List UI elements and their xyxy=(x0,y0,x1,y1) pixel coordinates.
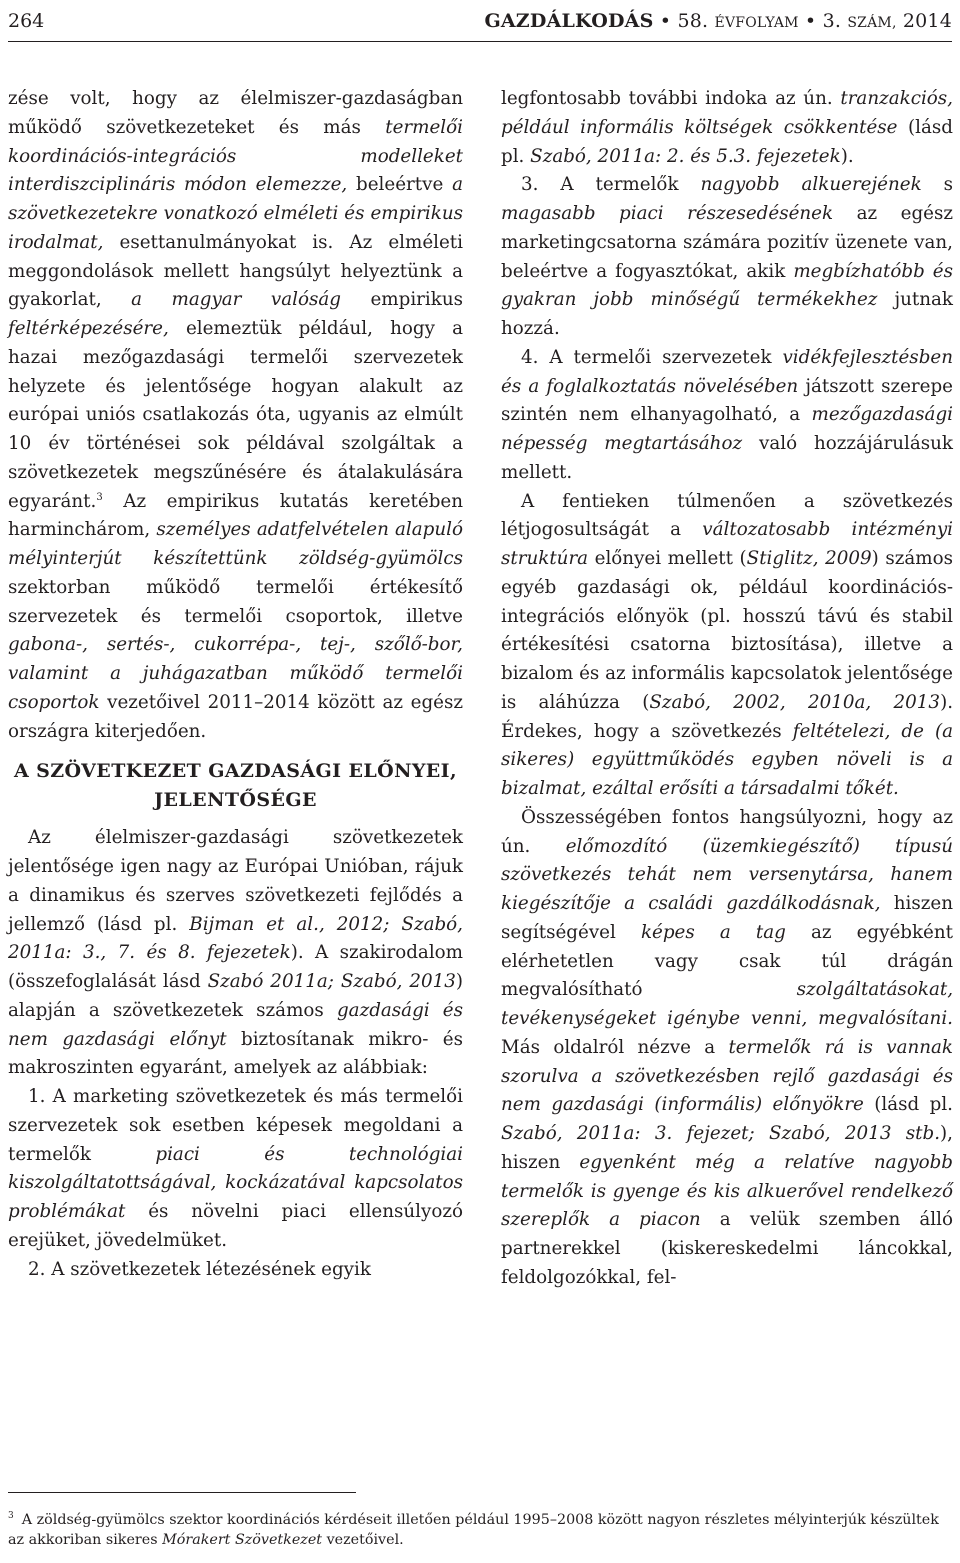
left-column xyxy=(8,85,463,1284)
year: 2014 xyxy=(902,10,952,32)
running-header xyxy=(8,6,952,36)
paragraph: zése volt, hogy az élelmiszer-gazdaságban működő szövetkezeteket és más termelői koordinációs-integrációs modelleket interdiszciplináris módon elemezze, beleértve a szövetkezetekre vonatkozó elméleti és empirikus irodalmat, esettanulmányokat is. Az elméleti meggondolások mellett hangsúlyt helyeztünk a gyakorlat, a magyar valóság empirikus feltérképezésére, elemeztük például, hogy a hazai mezőgazdasági termelői szervezetek helyzete és jelentősége hogyan alakult az európai uniós csatlakozás óta, ugyanis az elmúlt 10 év történései sok példával szolgáltak a szövetkezetek megszűnésére és átalakulására egyaránt.$^3$ Az empirikus kutatás keretében harminchárom, személyes adatfelvételen alapuló mélyinterjút készítettünk zöldség-gyümölcs szektorban működő termelői értékesítő szervezetek és termelői csoportok, illetve gabona-, sertés-, cukorrépa-, tej-, szőlő-bor, valamint a juhágazatban működő termelői csoportok vezetőivel 2011–2014 között az egész országra kiterjedően. xyxy=(8,88,463,742)
section-heading: A SZÖVETKEZET GAZDASÁGI ELŐNYEI, JELENTŐSÉGE xyxy=(14,760,457,812)
header-bullet: • xyxy=(659,10,672,32)
header-bullet: • xyxy=(804,10,817,32)
right-column xyxy=(501,85,953,1293)
footnote-reference: 3 xyxy=(96,491,103,503)
footnote-number: 3 xyxy=(8,1511,14,1522)
issue-number: 3. xyxy=(822,10,842,32)
header-rule xyxy=(8,41,952,42)
paragraph: Az élelmiszer-gazdasági szövetkezetek jelentősége igen nagy az Európai Unióban, rájuk a dinamikus és szerves szövetkezeti fejlődés a jellemző (lásd pl. Bijman et al., 2012; Szabó, 2011a: 3., 7. és 8. fejezetek). A szakirodalom (összefoglalását lásd Szabó 2011a; Szabó, 2013) alapján a szövetkezetek számos gazdasági és nem gazdasági előnyt biztosítanak mikro- és makroszinten egyaránt, amelyek az alábbiak: xyxy=(8,827,464,1079)
journal-name: GAZDÁLKODÁS xyxy=(484,10,654,32)
footnote-rule xyxy=(8,1492,356,1493)
issue-label: SZÁM, xyxy=(847,15,897,31)
paragraph: Összességében fontos hangsúlyozni, hogy az ún. előmozdító (üzemkiegészítő) típusú szövetkezés tehát nem versenytársa, hanem kiegészítője a családi gazdálkodásnak, hiszen segítségével képes a tag az egyébként elérhetetlen vagy csak túl drágán megvalósítható szolgáltatásokat, tevékenységeket igénybe venni, megvalósítani. Más oldalról nézve a termelők rá is vannak szorulva a szövetkezésben rejlő gazdasági és nem gazdasági (informális) előnyökre (lásd pl. Szabó, 2011a: 3. fejezet; Szabó, 2013 stb.), hiszen egyenként még a relatíve nagyobb termelők is gyenge és kis alkuerővel rendelkező szereplők a piacon a velük szemben álló partnerekkel (kiskereskedelmi láncokkal, feldolgozókkal, fel- xyxy=(501,806,954,1288)
list-item: 2. A szövetkezetek létezésének egyik xyxy=(28,1258,371,1280)
journal-reference xyxy=(484,6,952,38)
footnote: $^3$ A zöldség-gyümölcs szektor koordinációs kérdéseit illetően például 1995–2008 között nagyon részletes mélyinterjúk készültek az akkoriban sikeres Mórakert Szövetkezet vezetőivel. xyxy=(8,1511,939,1548)
volume-number: 58. xyxy=(677,10,709,32)
list-item: 4. A termelői szervezetek vidékfejlesztésben és a foglalkoztatás növelésében játszott szerepe szintén nem elhanyagolható, a mezőgazdasági népesség megtartásához való hozzájárulásuk mellett. xyxy=(501,346,953,483)
paragraph: legfontosabb további indoka az ún. tranzakciós, például informális költségek csökkentése (lásd pl. Szabó, 2011a: 2. és 5.3. fejezetek). xyxy=(501,88,953,167)
list-item: 1. A marketing szövetkezetek és más termelői szervezetek sok esetben képesek megoldani a termelők piaci és technológiai kiszolgáltatottságával, kockázatával kapcsolatos problémákat és növelni piaci ellensúlyozó erejüket, jövedelmüket. xyxy=(8,1086,463,1251)
list-item: 3. A termelők nagyobb alkuerejének s magasabb piaci részesedésének az egész marketingcsatorna számára pozitív üzenete van, beleértve a fogyasztókat, akik megbízhatóbb és gyakran jobb minőségű termékekhez jutnak hozzá. xyxy=(501,174,953,339)
volume-label: ÉVFOLYAM xyxy=(714,15,799,31)
page-number: 264 xyxy=(8,10,45,32)
paragraph: A fentieken túlmenően a szövetkezés létjogosultságát a változatosabb intézményi struktúra előnyei mellett (Stiglitz, 2009) számos egyéb gazdasági ok, például koordinációs-integrációs előnyök (pl. hosszú távú és stabil értékesítési csatorna biztosítása), illetve a bizalom és az informális kapcsolatok jelentősége is aláhúzza (Szabó, 2002, 2010a, 2013). Érdekes, hogy a szövetkezés feltételezi, de (a sikeres) együttműködés egyben növeli is a bizalmat, ezáltal erősíti a társadalmi tőkét. xyxy=(501,490,954,799)
